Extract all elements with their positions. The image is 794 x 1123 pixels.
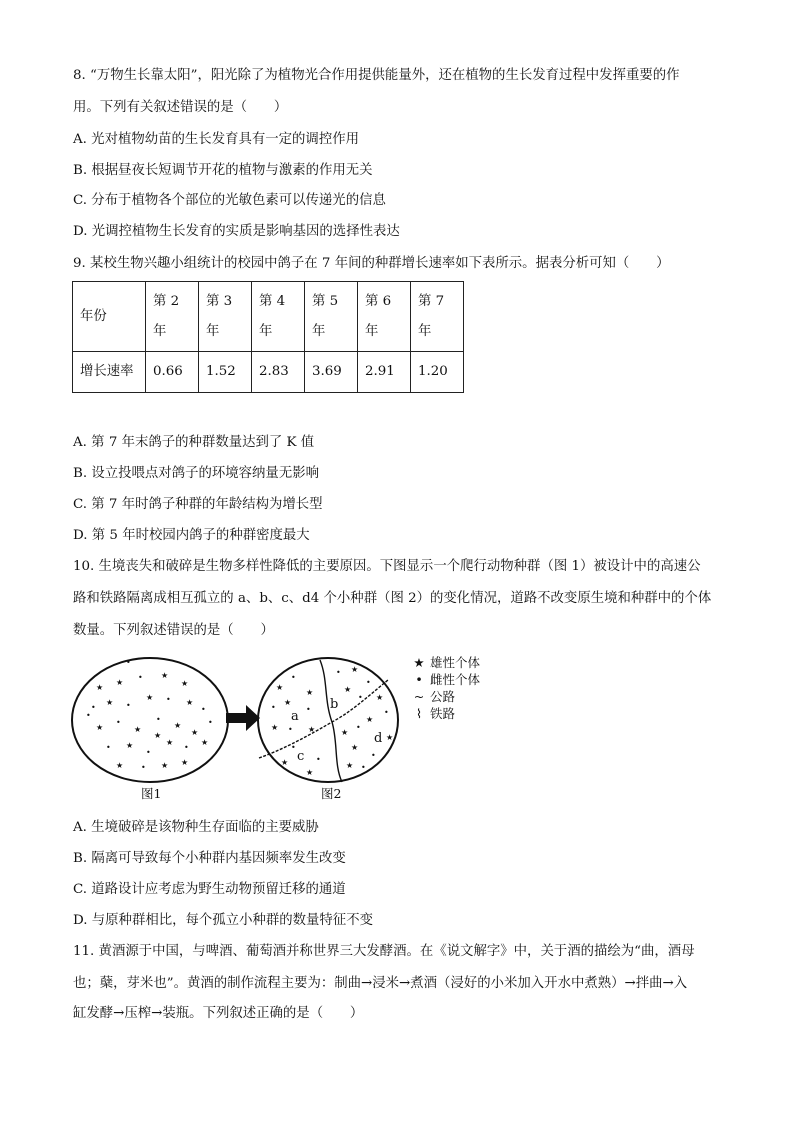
svg-text:•: • [156,715,161,724]
table-year-cell: 第 6 年 [358,282,411,352]
table-year-cell: 第 2 年 [146,282,199,352]
q8-option-c: C. 分布于植物各个部位的光敏色素可以传递光的信息 [73,193,386,208]
svg-text:•: • [358,693,363,702]
q10-option-b: B. 隔离可导致每个小种群内基因频率发生改变 [73,851,346,866]
q10-option-c: C. 道路设计应考虑为野生动物预留迁移的通道 [73,882,346,897]
svg-text:★: ★ [366,715,374,724]
svg-text:★: ★ [201,738,209,747]
table-year-cell: 第 7 年 [411,282,464,352]
table-rate-cell: 1.20 [411,352,464,393]
svg-text:•: • [146,748,151,757]
q8-stem-line2: 用。下列有关叙述错误的是（ ） [73,100,288,115]
legend-male: ★ 雄性个体 [413,655,480,670]
svg-text:•: • [384,708,389,717]
table-rate-cell: 2.83 [252,352,305,393]
figure1-caption: 图1 [141,786,162,801]
growth-rate-table [72,281,464,393]
svg-text:•: • [336,668,341,677]
svg-text:•: • [316,755,321,764]
legend-female: • 雌性个体 [412,671,480,688]
svg-text:•: • [366,678,371,687]
q11-stem-line2: 也；蘖，芽米也”。黄酒的制作流程主要为：制曲→浸米→煮酒（浸好的小米加入开水中煮熟）→拌曲→入 [73,976,688,991]
legend-highway: ~ 公路 [413,689,455,704]
figure2-caption: 图2 [321,786,342,801]
svg-text:★: ★ [276,683,284,692]
q11-stem-line3: 缸发酵→压榨→装瓶。下列叙述正确的是（ ） [73,1006,364,1021]
svg-text:•: • [271,703,276,712]
svg-text:★: ★ [161,671,169,680]
legend-railway: ⌇ 铁路 [412,705,480,722]
q10-option-a: A. 生境破碎是该物种生存面临的主要威胁 [73,820,319,835]
svg-text:b: b [330,697,339,712]
q9-option-b: B. 设立投喂点对鸽子的环境容纳量无影响 [73,466,319,481]
svg-text:★: ★ [186,698,194,707]
svg-text:★: ★ [96,723,104,732]
q11-stem-line1: 11. 黄酒源于中国，与啤酒、葡萄酒并称世界三大发酵酒。在《说文解字》中，关于酒的描绘为“曲，酒母 [73,944,695,959]
svg-text:•: • [86,711,91,720]
svg-text:•: • [141,763,146,772]
svg-text:•: • [166,695,171,704]
q9-option-c: C. 第 7 年时鸽子种群的年龄结构为增长型 [73,497,323,512]
svg-text:•: • [291,673,296,682]
table-rate-cell: 3.69 [305,352,358,393]
svg-text:c: c [297,749,305,764]
svg-text:•: • [201,705,206,714]
svg-text:•: • [138,673,143,682]
svg-text:★: ★ [281,758,289,767]
svg-text:★: ★ [271,723,279,732]
svg-text:★: ★ [351,743,359,752]
q8-stem-line1: 8. “万物生长靠太阳”，阳光除了为植物光合作用提供能量外，还在植物的生长发育过程中发挥重要的作 [73,68,680,83]
figure-legend [412,654,480,722]
svg-text:•: • [106,743,111,752]
q9-stem: 9. 某校生物兴趣小组统计的校园中鸽子在 7 年间的种群增长速率如下表所示。据表分析可知（ ） [73,256,670,271]
svg-text:★: ★ [306,688,314,697]
table-rate-cell: 0.66 [146,352,199,393]
svg-text:•: • [208,718,213,727]
figure2-habitat [258,658,398,782]
figure1-habitat [72,658,228,782]
svg-text:•: • [126,658,131,667]
q9-option-d: D. 第 5 年时校园内鸽子的种群密度最大 [73,528,310,543]
svg-text:•: • [356,723,361,732]
svg-text:★: ★ [154,731,162,740]
q10-stem-line3: 数量。下列叙述错误的是（ ） [73,623,274,638]
svg-text:•: • [184,743,189,752]
svg-text:★: ★ [106,698,114,707]
svg-text:★: ★ [351,665,359,674]
railway-icon: ⌇ [415,706,423,721]
svg-text:★: ★ [376,693,384,702]
table-year-cell: 第 4 年 [252,282,305,352]
table-year-cell: 第 5 年 [305,282,358,352]
svg-text:★: ★ [181,679,189,688]
svg-text:★: ★ [146,693,154,702]
table-year-cell: 第 3 年 [199,282,252,352]
svg-text:•: • [288,725,293,734]
q8-option-b: B. 根据昼夜长短调节开花的植物与激素的作用无关 [73,163,373,178]
svg-text:★: ★ [134,725,142,734]
svg-text:•: • [306,705,311,714]
svg-text:•: • [371,751,376,760]
table-rate-cell: 2.91 [358,352,411,393]
svg-text:★: ★ [341,728,349,737]
dot-icon: • [415,672,423,687]
svg-text:★: ★ [161,761,169,770]
svg-text:★: ★ [306,768,314,777]
road-icon: ~ [413,689,425,704]
svg-text:★: ★ [346,761,354,770]
q10-option-d: D. 与原种群相比，每个孤立小种群的数量特征不变 [73,913,373,928]
table-header-rate: 增长速率 [73,352,146,393]
svg-text:•: • [361,763,366,772]
svg-text:★: ★ [386,733,394,742]
svg-text:•: • [291,743,296,752]
highway-path [320,660,342,782]
q8-option-a: A. 光对植物幼苗的生长发育具有一定的调控作用 [73,132,359,147]
svg-text:★: ★ [284,698,292,707]
q10-stem-line2: 路和铁路隔离成相互孤立的 a、b、c、d4 个小种群（图 2）的变化情况，道路不改变原生境和种群中的个体 [73,591,712,606]
svg-text:★: ★ [96,683,104,692]
svg-text:★: ★ [174,721,182,730]
q8-option-d: D. 光调控植物生长发育的实质是影响基因的选择性表达 [73,224,400,239]
q9-option-a: A. 第 7 年末鸽子的种群数量达到了 K 值 [73,435,315,450]
svg-text:★: ★ [116,678,124,687]
star-icon: ★ [413,655,425,670]
svg-text:★: ★ [308,725,316,734]
svg-text:•: • [91,703,96,712]
svg-text:•: • [116,718,121,727]
figure1-individuals [86,658,213,772]
svg-text:★: ★ [191,728,199,737]
svg-text:★: ★ [116,761,124,770]
svg-text:★: ★ [344,685,352,694]
svg-text:★: ★ [126,741,134,750]
svg-text:•: • [126,701,131,710]
svg-text:a: a [291,709,299,724]
table-header-year: 年份 [73,282,146,352]
table-rate-cell: 1.52 [199,352,252,393]
q10-stem-line1: 10. 生境丧失和破碎是生物多样性降低的主要原因。下图显示一个爬行动物种群（图 1）被设计中的高速公 [73,559,701,574]
svg-text:d: d [374,731,383,746]
svg-text:★: ★ [166,738,174,747]
svg-text:★: ★ [181,758,189,767]
